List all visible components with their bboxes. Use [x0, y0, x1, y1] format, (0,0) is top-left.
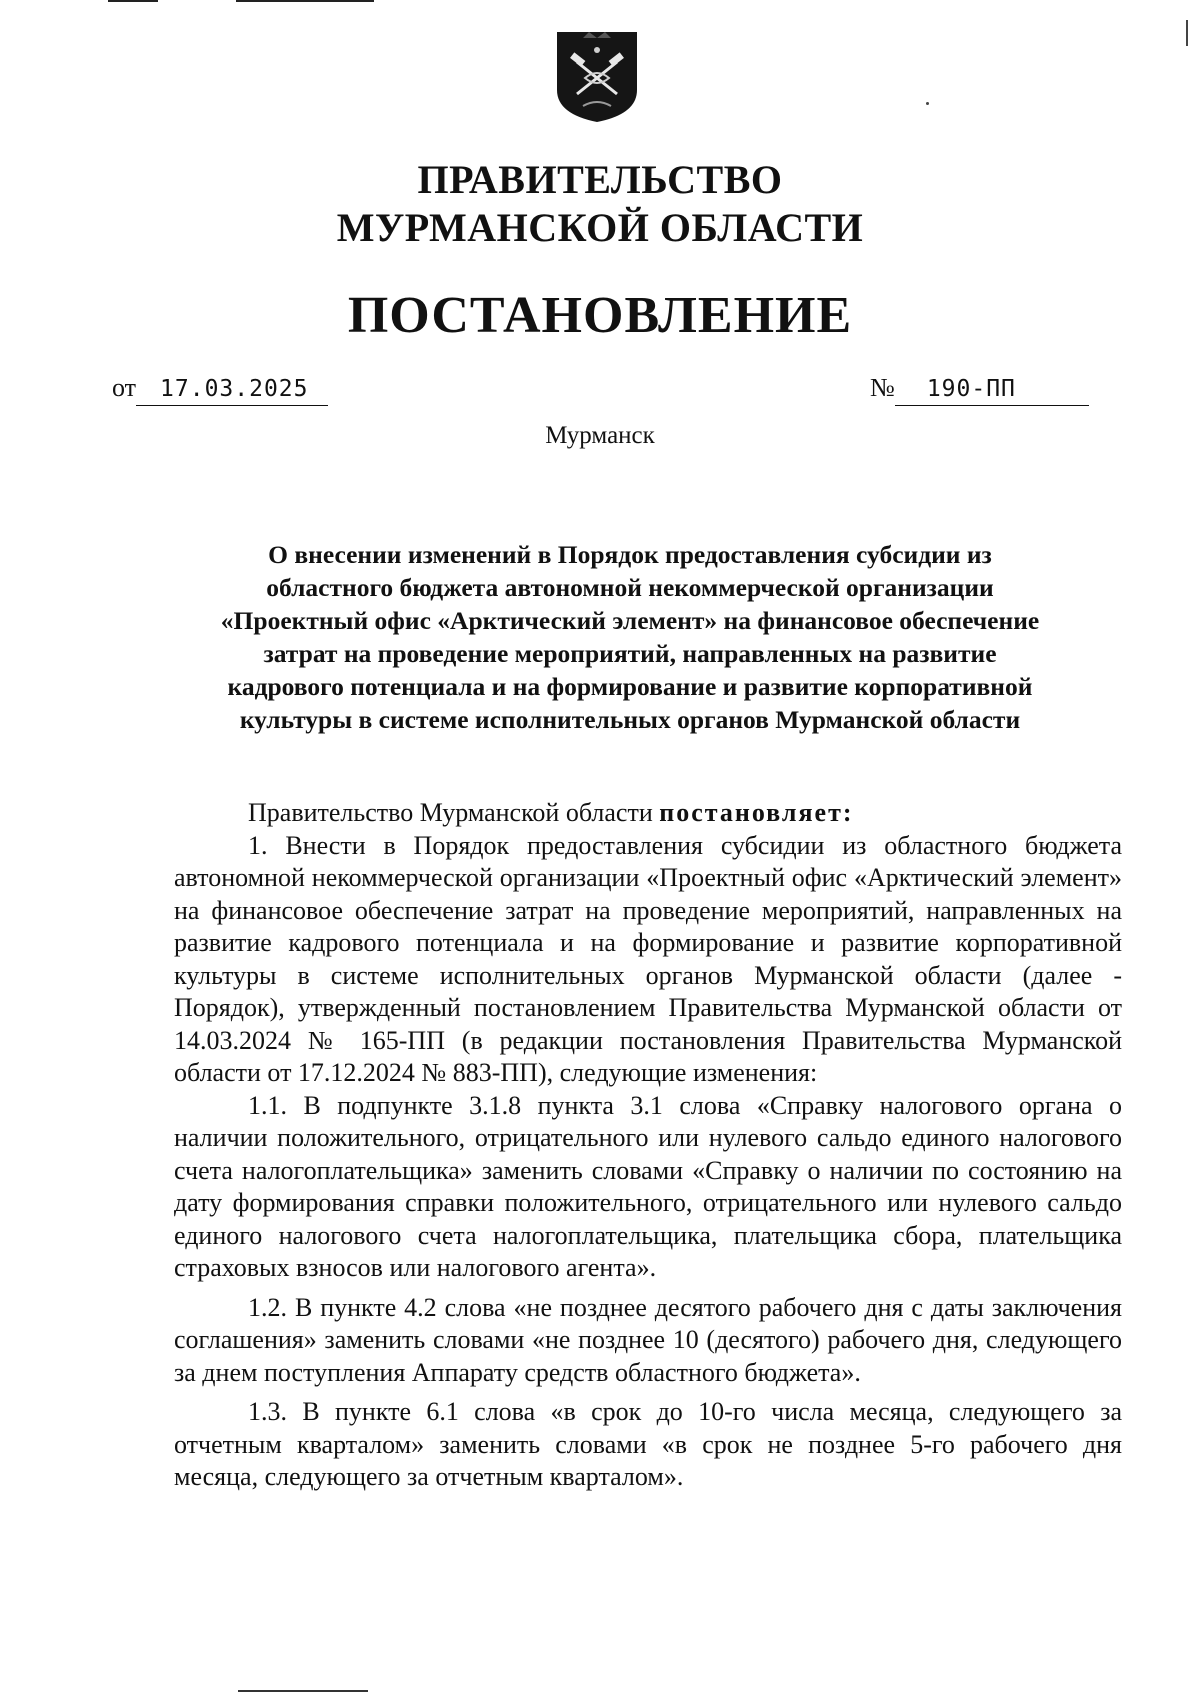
- item-1-2-paragraph: 1.2. В пункте 4.2 слова «не позднее десятого рабочего дня с даты заключения соглашения» заменить словами «не позднее 10 (десятого) рабочего дня, следующего за днем поступления Аппарату средств областного бюджета».: [174, 1292, 1122, 1387]
- date-prefix: от: [112, 373, 137, 402]
- document-date-row: [112, 372, 328, 406]
- document-subject: [170, 538, 1090, 736]
- scan-speck: [1186, 20, 1188, 46]
- document-number-row: [870, 372, 1089, 406]
- number-prefix: №: [870, 373, 895, 402]
- subject-line: кадрового потенциала и на формирование и развитие корпоративной: [227, 672, 1033, 701]
- document-city: Мурманск: [545, 422, 655, 449]
- preamble-text: Правительство Мурманской области: [248, 798, 660, 827]
- subject-line: культуры в системе исполнительных органов Мурманской области: [239, 705, 1021, 734]
- subject-line: О внесении изменений в Порядок предоставления субсидии из: [268, 540, 992, 569]
- government-name: [0, 156, 1200, 252]
- preamble-keyword: постановляет:: [659, 798, 854, 827]
- document-body: [174, 797, 1122, 1494]
- subject-line: «Проектный офис «Арктический элемент» на финансовое обеспечение: [220, 606, 1040, 635]
- item-1-1-paragraph: 1.1. В подпункте 3.1.8 пункта 3.1 слова «Справку налогового органа о наличии положительного, отрицательного или нулевого сальдо единого налогового счета налогоплательщика» заменить словами «Справку о наличии по состоянию на дату формирования справки положительного, отрицательного или нулевого сальдо единого налогового счета налогоплательщика, плательщика сбора, плательщика страховых взносов или налогового агента».: [174, 1090, 1122, 1282]
- coat-of-arms-icon: [555, 28, 639, 124]
- subject-line: затрат на проведение мероприятий, направленных на развитие: [263, 639, 997, 668]
- document-type-title: ПОСТАНОВЛЕНИЕ: [347, 287, 853, 344]
- scan-speck: [926, 102, 929, 105]
- document-date: 17.03.2025: [136, 373, 328, 406]
- scan-mark-bottom: [238, 1690, 368, 1692]
- item-1-3-paragraph: 1.3. В пункте 6.1 слова «в срок до 10-го числа месяца, следующего за отчетным кварталом» заменить словами «в срок не позднее 5-го рабочего дня месяца, следующего за отчетным кварталом».: [174, 1397, 1122, 1491]
- preamble-paragraph: [174, 797, 1122, 830]
- government-name-line-1: ПРАВИТЕЛЬСТВО: [417, 157, 783, 202]
- scan-mark-top-mid: [236, 0, 374, 2]
- document-number: 190-ПП: [895, 373, 1089, 406]
- subject-line: областного бюджета автономной некоммерческой организации: [266, 573, 994, 602]
- scan-mark-top-left: [108, 0, 158, 2]
- government-name-line-2: МУРМАНСКОЙ ОБЛАСТИ: [336, 205, 864, 250]
- item-1-paragraph: 1. Внести в Порядок предоставления субсидии из областного бюджета автономной некоммерческой организации «Проектный офис «Арктический элемент» на финансовое обеспечение затрат на проведение мероприятий, направленных на развитие кадрового потенциала и на формирование и развитие корпоративной культуры в системе исполнительных органов Мурманской области (далее - Порядок), утвержденный постановлением Правительства Мурманской области от 14.03.2024 № 165-ПП (в редакции постановления Правительства Мурманской области от 17.12.2024 № 883-ПП), следующие изменения:: [174, 830, 1122, 1087]
